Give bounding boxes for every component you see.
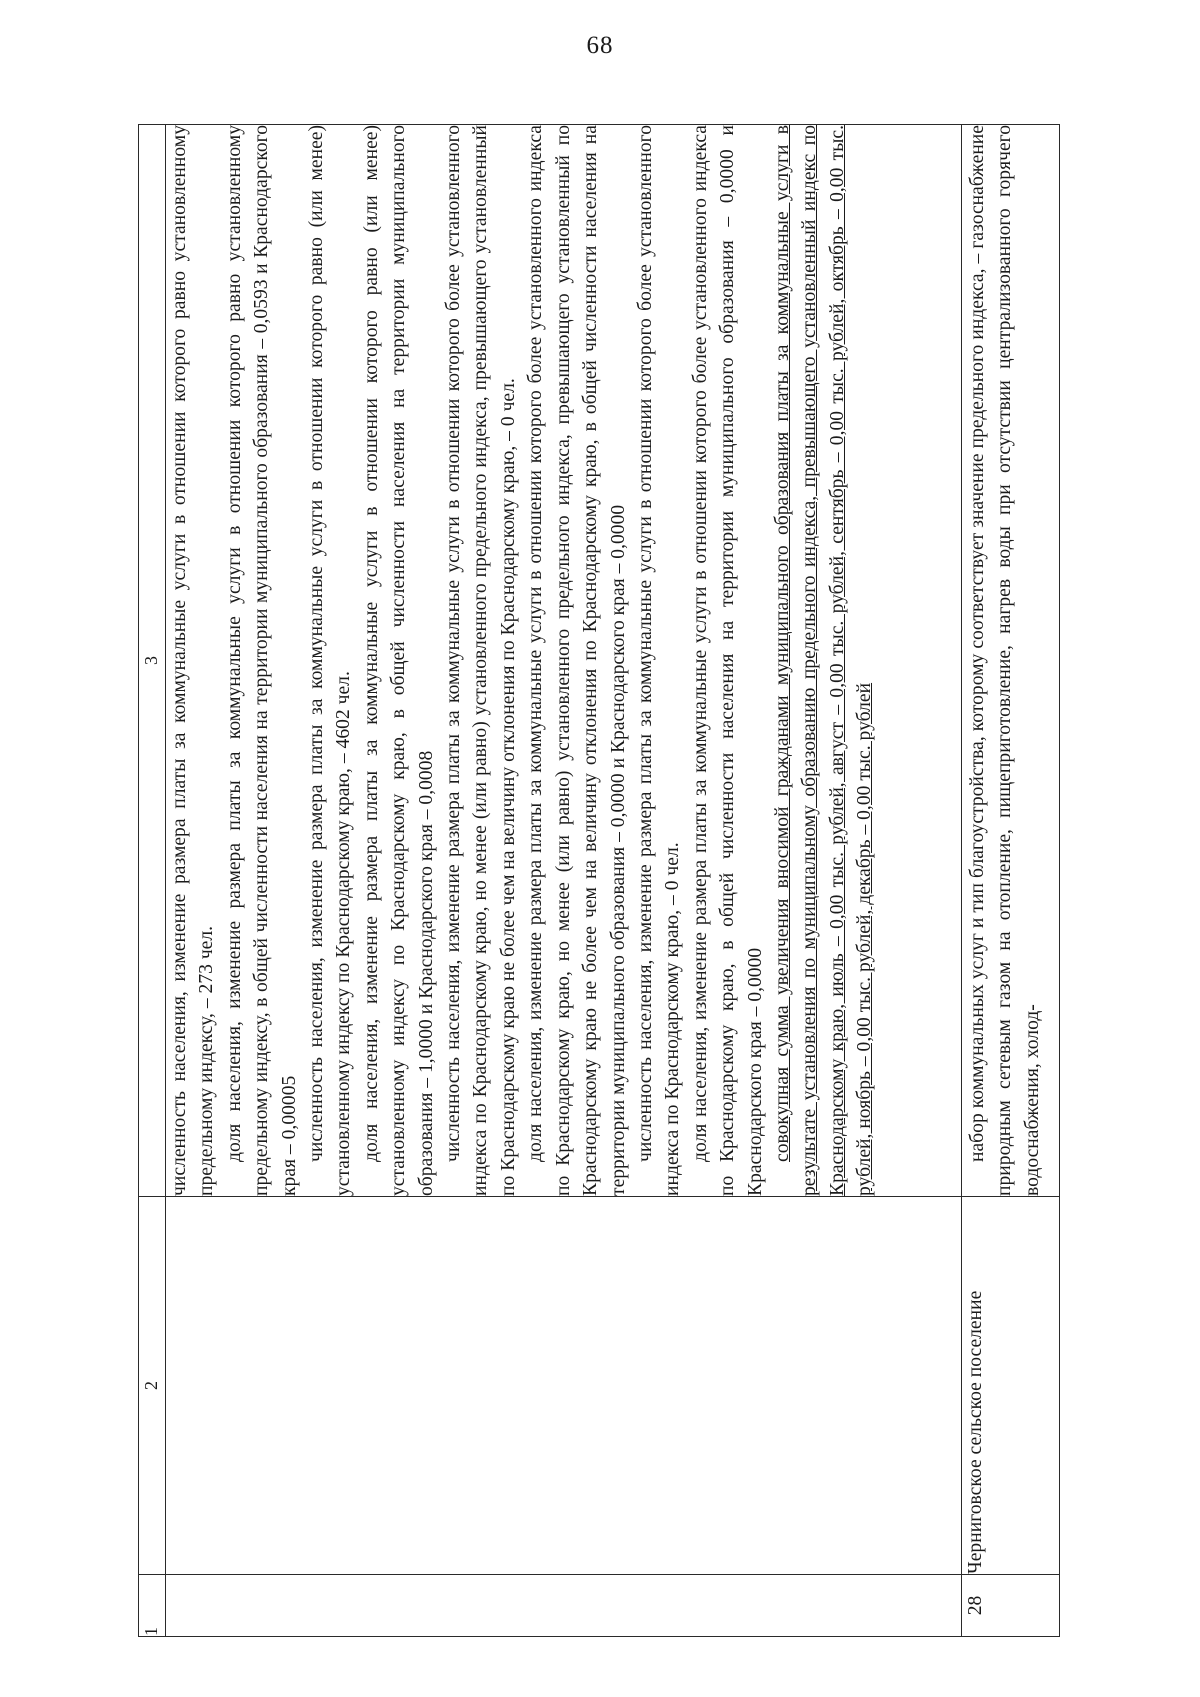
paragraph-share-above-region: доля населения, изменение размера платы за коммунальные услуги в отношении которого более установленного индекса по Краснодарскому краю, в общей численности населения на территории муниципального образования – 0,0000 и Краснодарского края – 0,0000 <box>689 125 766 1196</box>
paragraph-population-equal-or-less-region: численность населения, изменение размера платы за коммунальные услуги в отношении которого равно (или менее) установленному индексу по Краснодарскому краю, – 4602 чел. <box>306 125 355 1196</box>
data-table <box>138 124 1060 1637</box>
continuation-number-cell <box>166 1575 962 1637</box>
header-col-3: 3 <box>139 125 166 1197</box>
row-28-settlement-name: Черниговское сельское поселение <box>962 1197 1060 1575</box>
table-row-28 <box>962 125 1060 1637</box>
page-number: 68 <box>586 32 614 59</box>
continuation-name-cell <box>166 1197 962 1575</box>
paragraph-utility-set: набор коммунальных услуг и тип благоустройства, которому соответствует значение предельного индекса, – газоснабжение природным сетевым газом на отопление, пищеприготовление, нагрев воды при отсутствии централизованного горячего водоснабжения, холод- <box>967 125 1043 1196</box>
table-row-continuation <box>166 125 962 1637</box>
continuation-description-cell <box>166 125 962 1197</box>
rotated-table-container <box>138 125 1060 1637</box>
table-header-row <box>139 125 166 1637</box>
header-col-2: 2 <box>139 1197 166 1575</box>
paragraph-population-above-region: численность населения, изменение размера платы за коммунальные услуги в отношении которого более установленного индекса по Краснодарскому краю, – 0 чел. <box>634 125 684 1196</box>
row-28-description-cell <box>962 125 1060 1197</box>
paragraph-share-equal-or-less-region: доля населения, изменение размера платы за коммунальные услуги в отношении которого равно (или менее) установленному индексу по Краснодарскому краю, в общей численности населения на территории муниципального образования – 1,0000 и Краснодарского края – 0,0008 <box>360 125 437 1196</box>
paragraph-share-equal-limit: доля населения, изменение размера платы за коммунальные услуги в отношении которого равно установленному предельному индексу, в общей численности населения на территории муниципального образования – 0,0593 и Краснодарского края – 0,00005 <box>223 125 300 1196</box>
paragraph-population-above-region-within-deviation: численность населения, изменение размера платы за коммунальные услуги в отношении которого более установленного индекса по Краснодарскому краю, но менее (или равно) установленного предельного индекса, превышающего установленный по Краснодарскому краю не более чем на величину отклонения по Краснодарскому краю, – 0 чел. <box>443 125 519 1196</box>
paragraph-population-equal-limit: численность населения, изменение размера платы за коммунальные услуги в отношении которого равно установленному предельному индексу, – 273 чел. <box>169 125 218 1196</box>
paragraph-share-above-region-within-deviation: доля населения, изменение размера платы за коммунальные услуги в отношении которого более установленного индекса по Краснодарскому краю, но менее (или равно) установленного предельного индекса, превышающего установленный по Краснодарскому краю не более чем на величину отклонения по Краснодарскому краю, в общей численности населения на территории муниципального образования – 0,0000 и Краснодарского края – 0,0000 <box>525 125 629 1196</box>
header-col-1: 1 <box>139 1575 166 1637</box>
paragraph-total-payment-increase: совокупная сумма увеличения вносимой гражданами муниципального образования платы за коммунальные услуги в результате установления по муниципальному образованию предельного индекса, превышающего установленный индекс по Краснодарскому краю, июль – 0,00 тыс. рублей, август – 0,00 тыс. рублей, сентябрь – 0,00 тыс. рублей, октябрь – 0,00 тыс. рублей, ноябрь – 0,00 тыс. рублей, декабрь – 0,00 тыс. рублей <box>771 125 876 1196</box>
row-28-number: 28 <box>962 1575 1060 1637</box>
